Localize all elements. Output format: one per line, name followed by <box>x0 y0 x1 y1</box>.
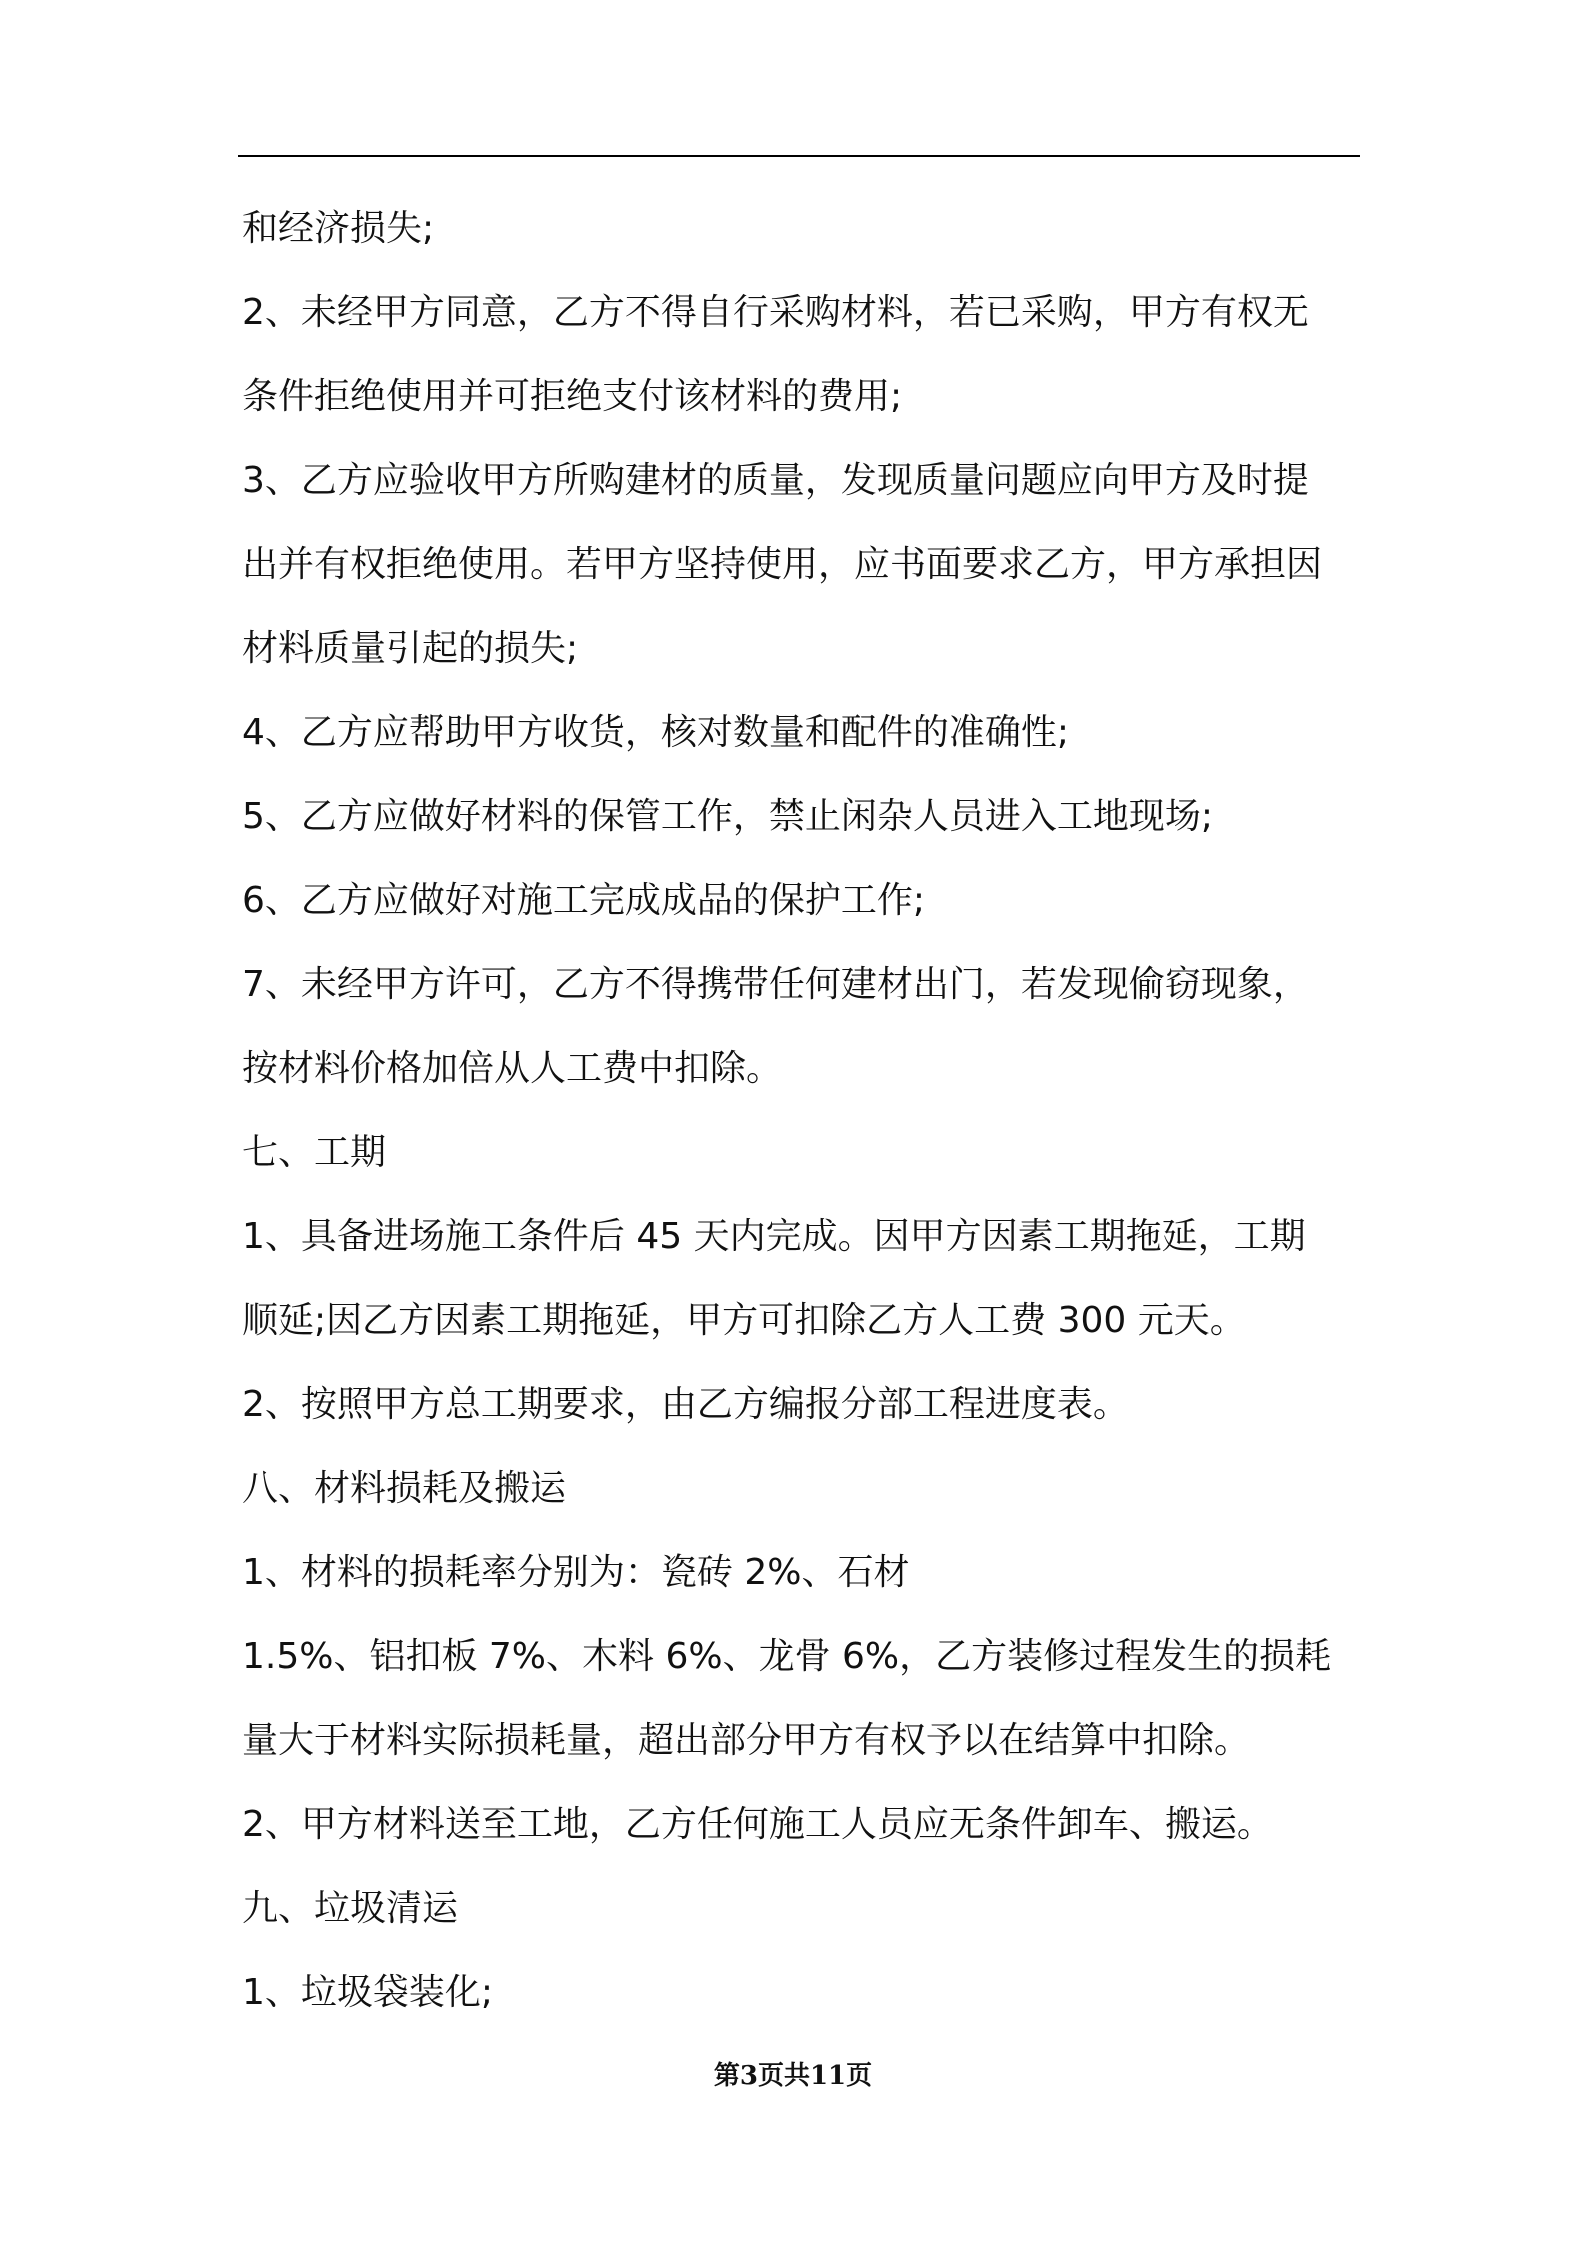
section-heading: 九、垃圾清运 <box>242 1888 459 1929</box>
text-line: 顺延;因乙方因素工期拖延，甲方可扣除乙方人工费 300 元天。 <box>242 1300 1246 1341</box>
text-line: 7、未经甲方许可，乙方不得携带任何建材出门，若发现偷窃现象， <box>242 964 1309 1005</box>
text-line: 出并有权拒绝使用。若甲方坚持使用，应书面要求乙方，甲方承担因 <box>242 544 1323 585</box>
text-line: 6、乙方应做好对施工完成成品的保护工作; <box>242 880 926 921</box>
text-line: 和经济损失; <box>242 208 435 249</box>
section-heading: 八、材料损耗及搬运 <box>242 1468 567 1509</box>
page-number: 第3页共11页 <box>713 2061 873 2091</box>
section-heading: 七、工期 <box>242 1132 387 1173</box>
text-line: 1、具备进场施工条件后 45 天内完成。因甲方因素工期拖延，工期 <box>242 1216 1306 1257</box>
text-line: 1、材料的损耗率分别为：瓷砖 2%、石材 <box>242 1552 910 1593</box>
text-line: 4、乙方应帮助甲方收货，核对数量和配件的准确性; <box>242 712 1070 753</box>
text-line: 5、乙方应做好材料的保管工作，禁止闲杂人员进入工地现场; <box>242 796 1214 837</box>
text-line: 量大于材料实际损耗量，超出部分甲方有权予以在结算中扣除。 <box>242 1720 1251 1761</box>
text-line: 2、按照甲方总工期要求，由乙方编报分部工程进度表。 <box>242 1384 1129 1425</box>
text-line: 1.5%、铝扣板 7%、木料 6%、龙骨 6%，乙方装修过程发生的损耗 <box>242 1636 1332 1677</box>
text-line: 1、垃圾袋装化; <box>242 1972 494 2013</box>
text-line: 材料质量引起的损失; <box>242 628 579 669</box>
text-line: 条件拒绝使用并可拒绝支付该材料的费用; <box>242 376 903 417</box>
text-line: 2、未经甲方同意，乙方不得自行采购材料，若已采购，甲方有权无 <box>242 292 1309 333</box>
text-line: 按材料价格加倍从人工费中扣除。 <box>242 1048 783 1089</box>
text-line: 3、乙方应验收甲方所购建材的质量，发现质量问题应向甲方及时提 <box>242 460 1309 501</box>
text-line: 2、甲方材料送至工地，乙方任何施工人员应无条件卸车、搬运。 <box>242 1804 1273 1845</box>
header-rule <box>238 155 1360 157</box>
